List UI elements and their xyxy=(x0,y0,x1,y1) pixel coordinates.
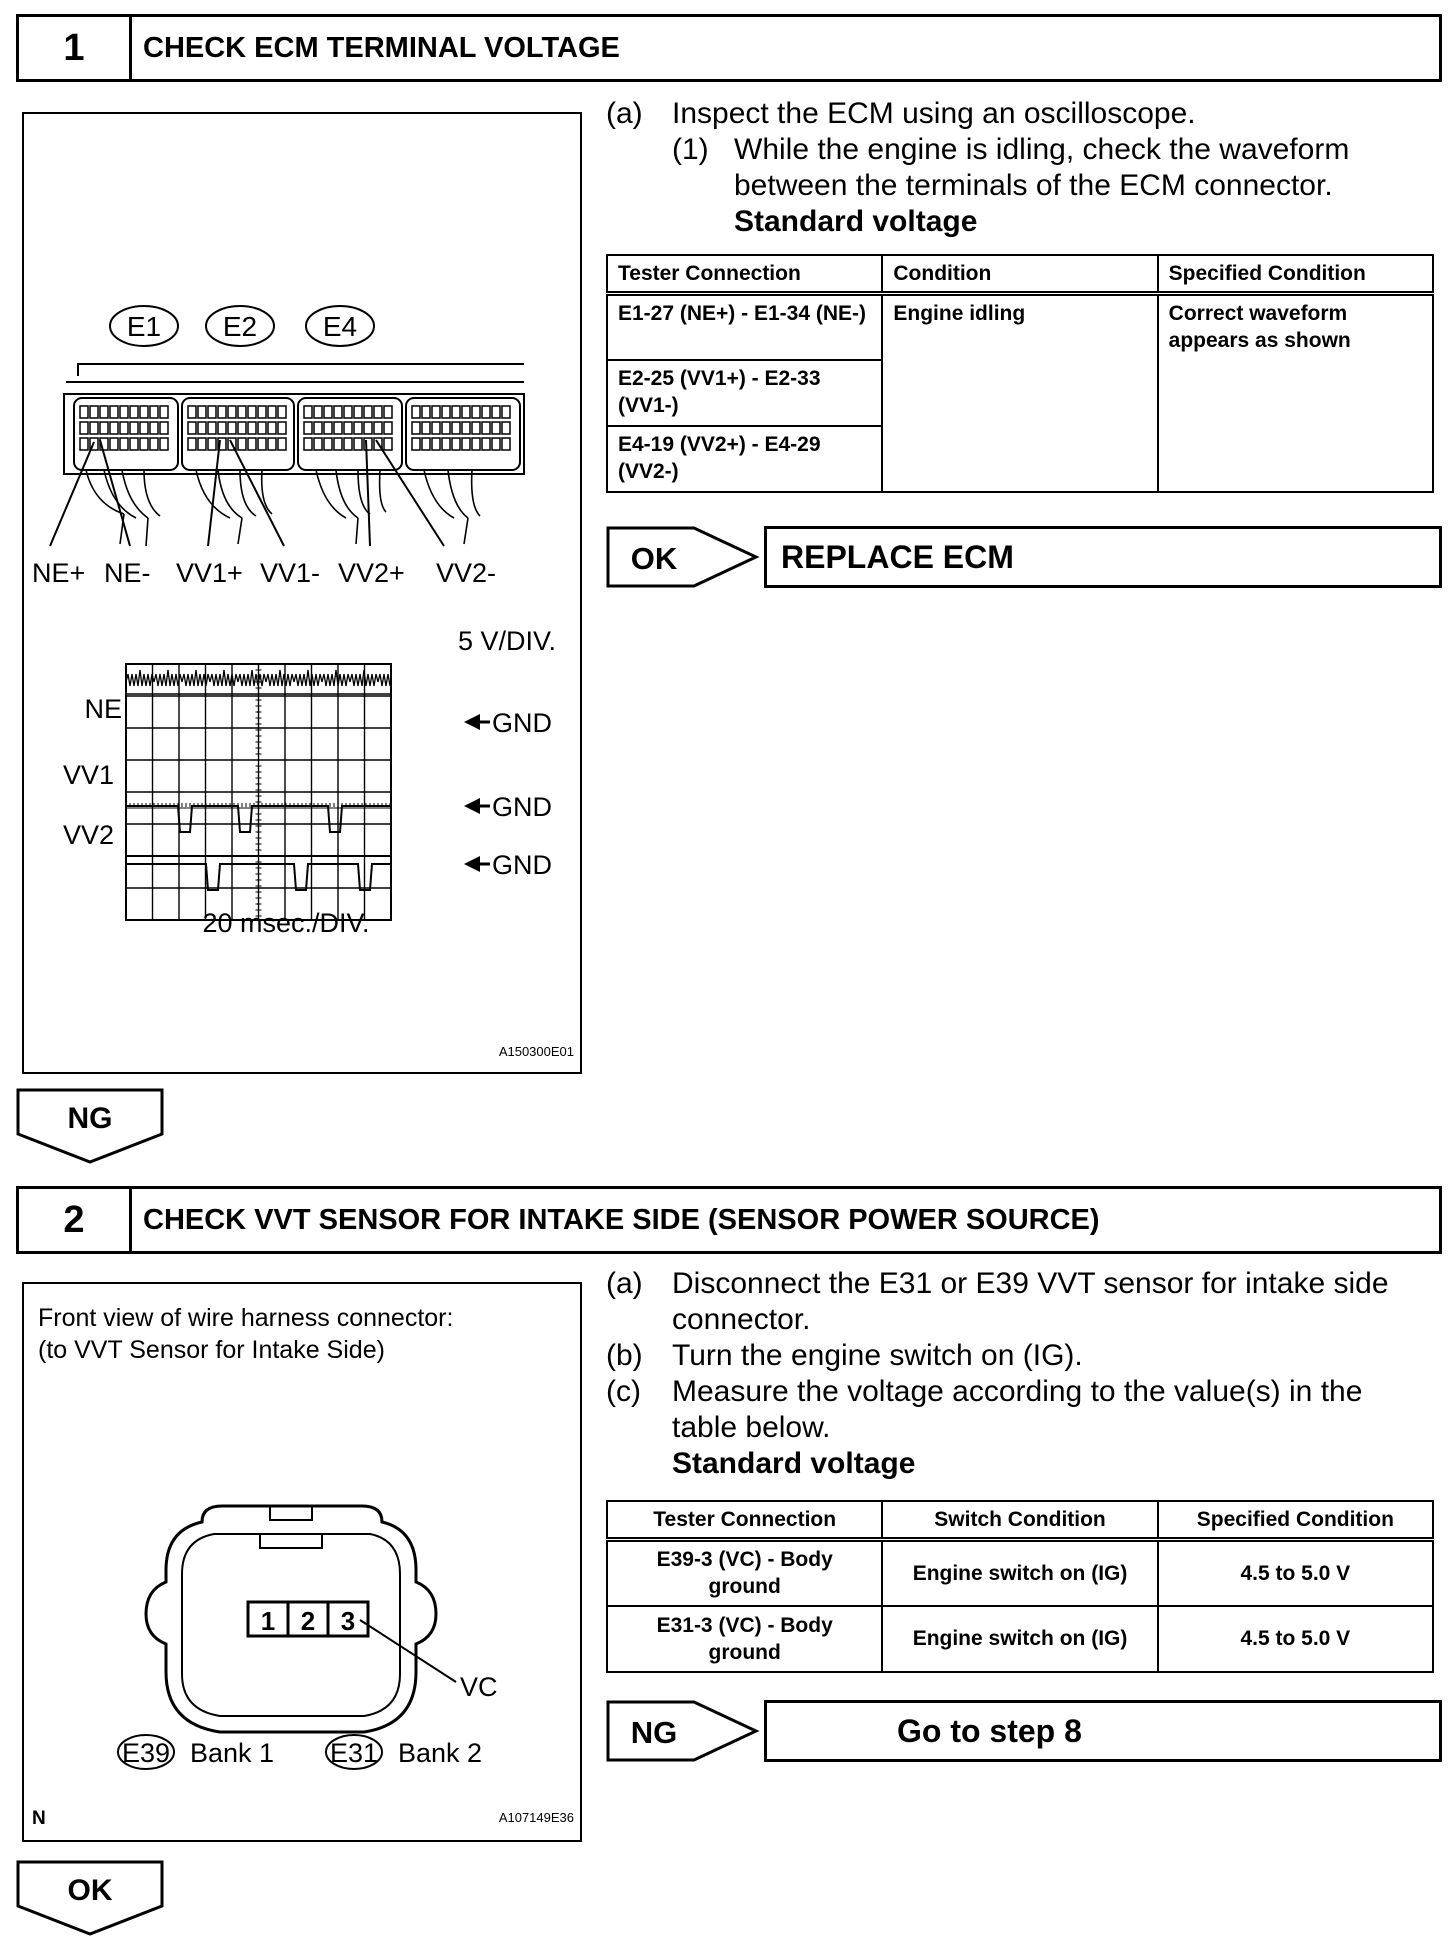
instr-a-label: (a) xyxy=(606,97,643,130)
switch-condition-cell: Engine switch on (IG) xyxy=(882,1606,1157,1672)
tester-connection-cell: E4-19 (VV2+) - E4-29 (VV2-) xyxy=(607,426,882,492)
ng-label: NG xyxy=(67,1102,113,1135)
instr-1-label: (1) xyxy=(672,133,709,166)
tester-connection-cell: E31-3 (VC) - Body ground xyxy=(607,1606,882,1672)
tester-connection-cell: E1-27 (NE+) - E1-34 (NE-) xyxy=(607,294,882,360)
bank2-label: Bank 2 xyxy=(398,1738,483,1768)
volt-scale-label: 5 V/DIV. xyxy=(457,626,556,656)
switch-condition-cell: Engine switch on (IG) xyxy=(882,1540,1157,1606)
ng-arrow-tag xyxy=(606,1700,766,1762)
instr-1-line1: While the engine is idling, check the waveform xyxy=(734,133,1350,166)
signal-label-ne: NE xyxy=(84,694,122,724)
ok-label: OK xyxy=(67,1874,113,1907)
table-row xyxy=(607,294,1433,360)
pin-2: 2 xyxy=(300,1606,316,1636)
figure-caption-line1: Front view of wire harness connector: xyxy=(38,1304,454,1332)
ecm-connector-diagram xyxy=(24,114,580,1072)
ok-label: OK xyxy=(630,541,678,576)
standard-voltage-heading: Standard voltage xyxy=(734,205,978,238)
pin-label-ne-plus: NE+ xyxy=(32,558,86,588)
pin-3: 3 xyxy=(340,1606,356,1636)
time-scale-label: 20 msec./DIV. xyxy=(202,908,370,938)
instr-a-label: (a) xyxy=(606,1267,643,1300)
step-title: CHECK ECM TERMINAL VOLTAGE xyxy=(143,31,620,64)
pin-label-vv1-minus: VV1- xyxy=(260,558,321,588)
step1-spec-table xyxy=(606,254,1434,493)
step-number: 1 xyxy=(19,17,132,79)
ok-arrow-tag xyxy=(606,526,766,588)
step-1-header xyxy=(16,14,1442,82)
pin-1: 1 xyxy=(260,1606,276,1636)
n-mark: N xyxy=(32,1808,46,1829)
instr-1-line2: between the terminals of the ECM connector. xyxy=(734,169,1333,202)
step-2-header xyxy=(16,1186,1442,1254)
tester-connection-cell: E2-25 (VV1+) - E2-33 (VV1-) xyxy=(607,360,882,426)
instr-b-text: Turn the engine switch on (IG). xyxy=(672,1339,1083,1372)
gnd-label-vv1: GND xyxy=(492,792,552,822)
table-header: Condition xyxy=(882,255,1157,294)
instr-a-line1: Disconnect the E31 or E39 VVT sensor for intake side xyxy=(672,1267,1389,1300)
table-header-row xyxy=(607,255,1433,294)
figure-id: A107149E36 xyxy=(498,1810,574,1825)
specified-condition-cell: Correct waveform appears as shown xyxy=(1158,294,1433,492)
table-header: Specified Condition xyxy=(1158,1501,1433,1540)
bank1-label: Bank 1 xyxy=(190,1738,275,1768)
table-header: Tester Connection xyxy=(607,255,882,294)
standard-voltage-heading: Standard voltage xyxy=(672,1447,916,1480)
bank2-connector-label: E31 xyxy=(329,1738,379,1768)
connector-e1-label: E1 xyxy=(126,311,162,342)
go-to-step-8-link[interactable]: Go to step 8 xyxy=(764,1700,1442,1762)
instr-a-line2: connector. xyxy=(672,1303,811,1336)
vvt-connector-figure xyxy=(22,1282,582,1842)
table-header: Switch Condition xyxy=(882,1501,1157,1540)
instr-c-line1: Measure the voltage according to the value(s) in the xyxy=(672,1375,1363,1408)
step-title: CHECK VVT SENSOR FOR INTAKE SIDE (SENSOR POWER SOURCE) xyxy=(143,1203,1100,1236)
pin-label-vv2-minus: VV2- xyxy=(436,558,497,588)
vc-label: VC xyxy=(460,1672,498,1702)
pin-label-ne-minus: NE- xyxy=(104,558,151,588)
pin-label-vv1-plus: VV1+ xyxy=(176,558,243,588)
instr-a-text: Inspect the ECM using an oscilloscope. xyxy=(672,97,1196,130)
figure-id: A150300E01 xyxy=(498,1044,574,1059)
gnd-label-ne: GND xyxy=(492,708,552,738)
specified-condition-cell: 4.5 to 5.0 V xyxy=(1158,1540,1433,1606)
bank1-connector-label: E39 xyxy=(121,1738,171,1768)
ok-down-tag xyxy=(16,1860,166,1936)
ecm-waveform-figure xyxy=(22,112,582,1074)
vvt-connector-diagram xyxy=(24,1284,580,1840)
step2-spec-table xyxy=(606,1500,1434,1673)
ng-label: NG xyxy=(630,1715,678,1750)
step-number: 2 xyxy=(19,1189,132,1251)
instr-c-label: (c) xyxy=(606,1375,641,1408)
instr-c-line2: table below. xyxy=(672,1411,831,1444)
specified-condition-cell: 4.5 to 5.0 V xyxy=(1158,1606,1433,1672)
connector-e2-label: E2 xyxy=(222,311,258,342)
ng-down-tag xyxy=(16,1088,166,1164)
signal-label-vv2: VV2 xyxy=(62,820,114,850)
instr-b-label: (b) xyxy=(606,1339,643,1372)
replace-ecm-result: REPLACE ECM xyxy=(764,526,1442,588)
gnd-label-vv2: GND xyxy=(492,850,552,880)
table-header: Specified Condition xyxy=(1158,255,1433,294)
figure-caption-line2: (to VVT Sensor for Intake Side) xyxy=(38,1336,385,1364)
table-header-row xyxy=(607,1501,1433,1540)
tester-connection-cell: E39-3 (VC) - Body ground xyxy=(607,1540,882,1606)
table-header: Tester Connection xyxy=(607,1501,882,1540)
connector-e4-label: E4 xyxy=(322,311,358,342)
table-row xyxy=(607,1540,1433,1606)
condition-cell: Engine idling xyxy=(882,294,1157,492)
signal-label-vv1: VV1 xyxy=(62,760,114,790)
pin-label-vv2-plus: VV2+ xyxy=(338,558,405,588)
table-row xyxy=(607,1606,1433,1672)
